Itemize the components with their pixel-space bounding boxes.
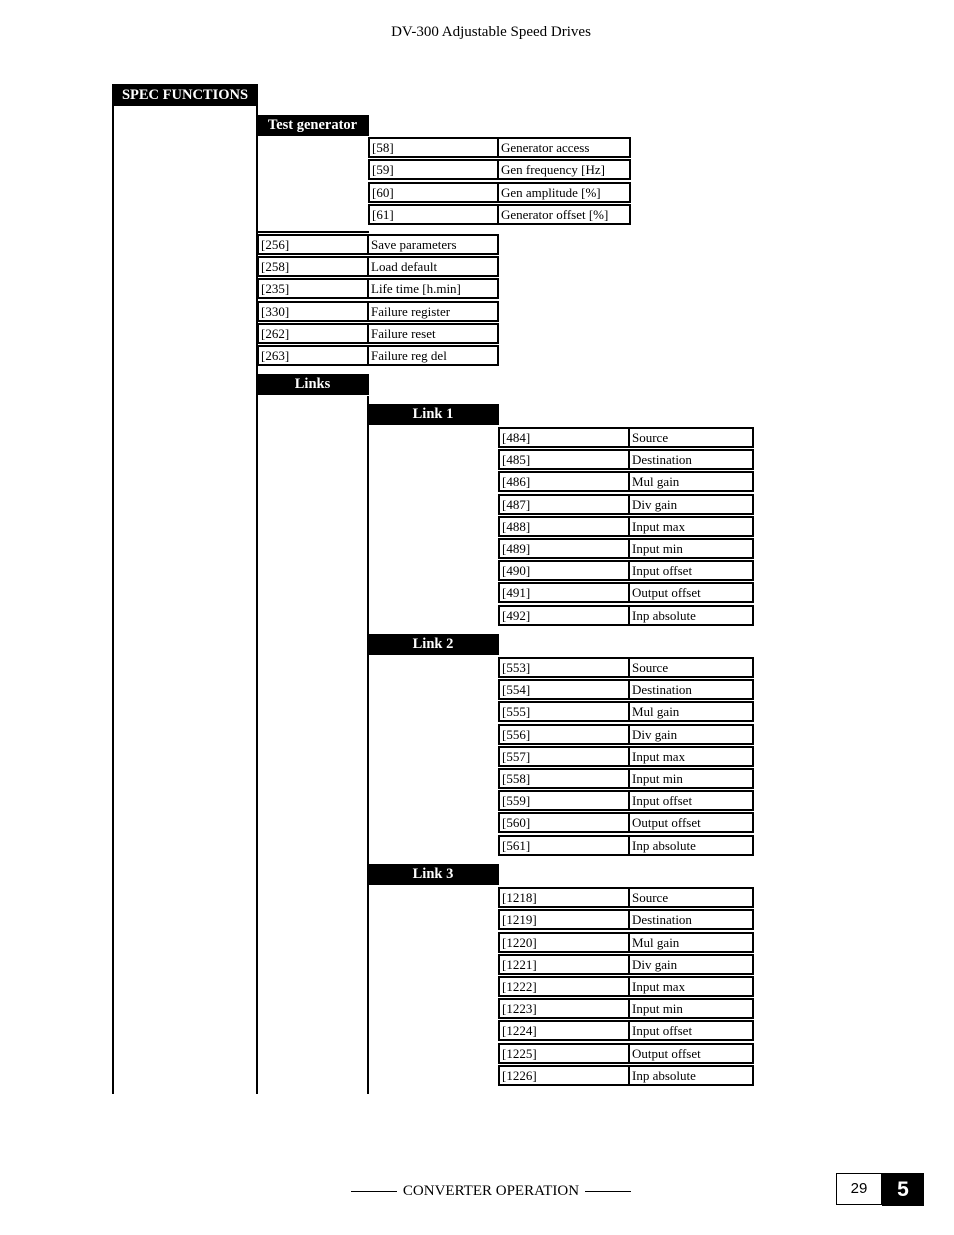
param-name: Failure reg del [369,345,499,366]
param-code: [263] [257,345,369,366]
footer-rule-left [351,1191,397,1192]
param-name: Gen frequency [Hz] [499,159,631,180]
param-name: Input min [630,998,754,1019]
param-name: Life time [h.min] [369,278,499,299]
param-name: Div gain [630,954,754,975]
param-code: [555] [498,701,630,722]
param-code: [58] [368,137,499,158]
page-number: 29 [836,1173,882,1205]
param-code: [558] [498,768,630,789]
param-code: [484] [498,427,630,448]
param-code: [1224] [498,1020,630,1041]
param-code: [330] [257,301,369,322]
param-name: Input max [630,976,754,997]
param-name: Div gain [630,724,754,745]
param-name: Source [630,657,754,678]
test-generator-bracket-bottom [256,231,369,233]
param-code: [1220] [498,932,630,953]
param-code: [61] [368,204,499,225]
param-name: Input min [630,768,754,789]
tree-line-level-1 [112,84,114,1094]
param-code: [488] [498,516,630,537]
footer-section-title: CONVERTER OPERATION [402,1183,580,1199]
param-name: Output offset [630,812,754,833]
param-code: [262] [257,323,369,344]
param-name: Source [630,427,754,448]
param-name: Output offset [630,1043,754,1064]
param-code: [1223] [498,998,630,1019]
param-name: Mul gain [630,471,754,492]
chapter-tab: 5 [882,1173,924,1206]
param-code: [258] [257,256,369,277]
spec-functions-heading: SPEC FUNCTIONS [112,84,258,106]
param-code: [560] [498,812,630,833]
param-name: Input offset [630,1020,754,1041]
param-name: Inp absolute [630,605,754,626]
param-name: Destination [630,679,754,700]
footer-rule-right [585,1191,631,1192]
test-generator-heading: Test generator [256,115,369,136]
param-code: [491] [498,582,630,603]
link-2-heading: Link 2 [367,634,499,655]
param-code: [59] [368,159,499,180]
param-name: Inp absolute [630,1065,754,1086]
param-name: Inp absolute [630,835,754,856]
param-name: Failure reset [369,323,499,344]
param-name: Mul gain [630,932,754,953]
param-code: [553] [498,657,630,678]
param-code: [1219] [498,909,630,930]
param-code: [1218] [498,887,630,908]
param-code: [490] [498,560,630,581]
param-name: Div gain [630,494,754,515]
param-name: Mul gain [630,701,754,722]
page-footer [0,1183,954,1200]
param-code: [561] [498,835,630,856]
param-code: [557] [498,746,630,767]
link-3-heading: Link 3 [367,864,499,885]
param-name: Save parameters [369,234,499,255]
param-code: [556] [498,724,630,745]
param-code: [1225] [498,1043,630,1064]
param-code: [559] [498,790,630,811]
param-name: Generator offset [%] [499,204,631,225]
param-code: [489] [498,538,630,559]
param-name: Input offset [630,790,754,811]
param-code: [235] [257,278,369,299]
page-header-title: DV-300 Adjustable Speed Drives [391,24,591,40]
param-code: [60] [368,182,499,203]
link-1-heading: Link 1 [367,404,499,425]
test-generator-bracket [256,136,258,234]
param-name: Input max [630,516,754,537]
param-name: Load default [369,256,499,277]
tree-line-level-3 [367,396,369,1094]
param-code: [1221] [498,954,630,975]
param-name: Generator access [499,137,631,158]
param-name: Failure register [369,301,499,322]
param-code: [492] [498,605,630,626]
param-code: [486] [498,471,630,492]
param-name: Input min [630,538,754,559]
param-name: Gen amplitude [%] [499,182,631,203]
param-name: Destination [630,449,754,470]
links-heading: Links [256,374,369,395]
param-code: [256] [257,234,369,255]
param-name: Output offset [630,582,754,603]
param-name: Source [630,887,754,908]
param-code: [487] [498,494,630,515]
param-code: [1226] [498,1065,630,1086]
param-code: [1222] [498,976,630,997]
param-code: [485] [498,449,630,470]
param-name: Input max [630,746,754,767]
param-name: Input offset [630,560,754,581]
param-code: [554] [498,679,630,700]
param-name: Destination [630,909,754,930]
